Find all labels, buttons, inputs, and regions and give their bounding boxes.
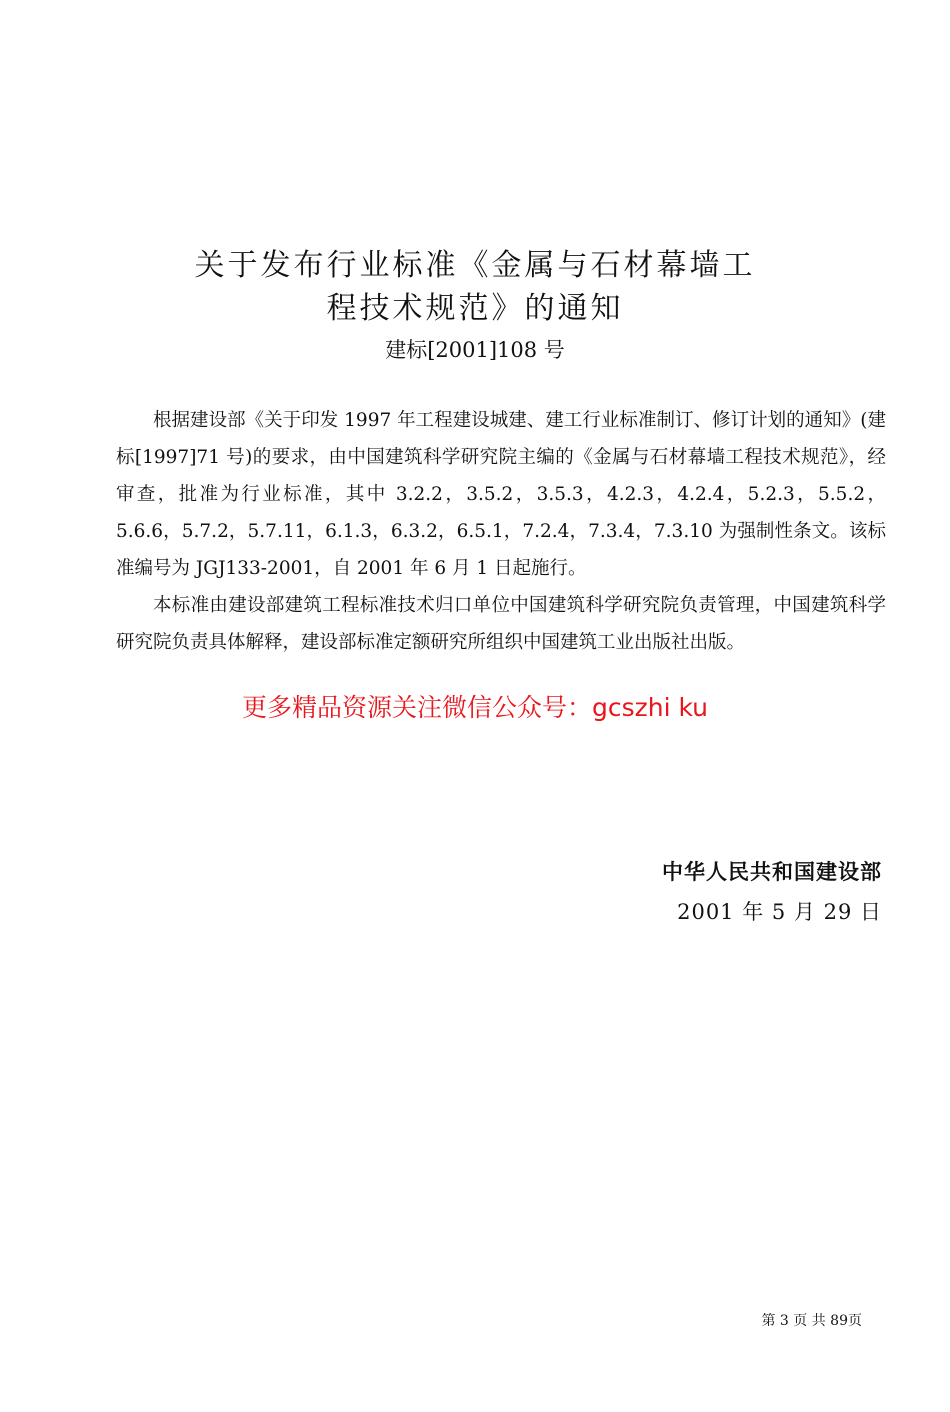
issuer-signature: 中华人民共和国建设部 xyxy=(662,860,882,884)
notice-title-line-1: 关于发布行业标准《金属与石材幕墙工 xyxy=(194,248,756,283)
wechat-promo-text: 更多精品资源关注微信公众号：gcszhi ku xyxy=(241,693,709,722)
page-number: 第 3 页 共 89页 xyxy=(761,1313,862,1329)
notice-body xyxy=(116,402,886,661)
notice-title-line-2: 程技术规范》的通知 xyxy=(326,291,624,326)
body-paragraph-2: 本标准由建设部建筑工程标准技术归口单位中国建筑科学研究院负责管理，中国建筑科学研究院负责具体解释，建设部标准定额研究所组织中国建筑工业出版社出版。 xyxy=(116,595,886,653)
document-number: 建标[2001]108 号 xyxy=(385,338,565,362)
issue-date: 2001 年 5 月 29 日 xyxy=(677,900,882,924)
body-paragraph-1: 根据建设部《关于印发 1997 年工程建设城建、建工行业标准制订、修订计划的通知》(建标[1997]71 号)的要求，由中国建筑科学研究院主编的《金属与石材幕墙工程技术规范》，经审查，批准为行业标准，其中 3.2.2，3.5.2，3.5.3，4.2.3，4.2.4，5.2.3，5.5.2，5.6.6，5.7.2，5.7.11，6.1.3，6.3.2，6.5.1，7.2.4，7.3.4，7.3.10 为强制性条文。该标准编号为 JGJ133-2001，自 2001 年 6 月 1 日起施行。 xyxy=(116,410,886,579)
